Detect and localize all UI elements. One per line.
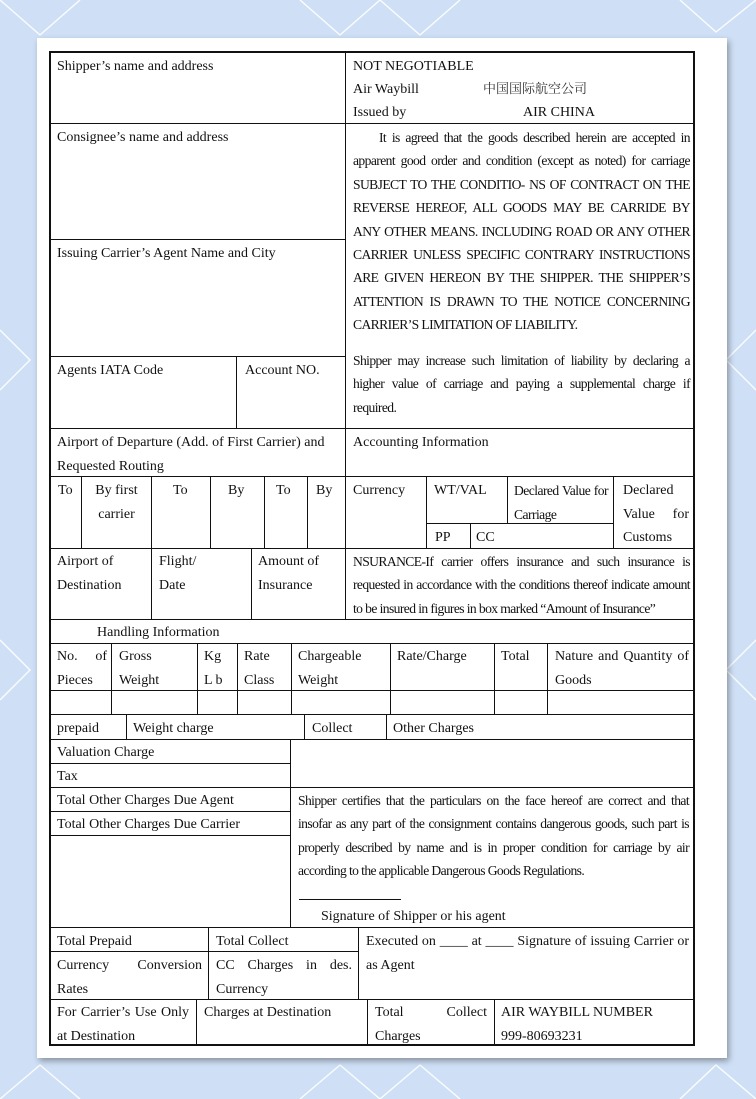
rule [290, 739, 291, 927]
routing-by-3: By [316, 483, 333, 498]
agents-iata-label: Agents IATA Code [57, 363, 164, 378]
rule [386, 714, 387, 739]
rule [345, 53, 346, 619]
rule [210, 476, 211, 548]
airport-departure-label: Airport of Departure (Add. of First Carrier) and Requested Routing [57, 435, 325, 474]
rule [197, 643, 198, 714]
rule [151, 476, 152, 548]
total-prepaid-label: Total Prepaid [57, 934, 132, 949]
carrier-name: AIR CHINA [523, 105, 595, 120]
account-no-label: Account NO. [245, 363, 320, 378]
airport-destination-label: Airport of Destination [57, 554, 122, 593]
awb-number-label: AIR WAYBILL NUMBER [501, 1005, 653, 1020]
currency-conversion-label: Currency Conversion Rates [57, 958, 202, 997]
flight-date-label: Flight/ Date [159, 554, 197, 593]
col-no-pieces: No. of Pieces [57, 649, 107, 688]
rule [237, 643, 238, 714]
awb-number: 999-80693231 [501, 1029, 583, 1044]
valuation-charge-label: Valuation Charge [57, 745, 155, 760]
total-collect-charges-label: Total Collect Charges [375, 1005, 487, 1044]
currency-label: Currency [353, 483, 406, 498]
executed-on-text: Executed on ____ at ____ Signature of issuing Carrier or as Agent [366, 934, 689, 973]
conditions-of-contract-text: It is agreed that the goods described herein are accepted in apparent good order and condition (except as noted) for carriage SUBJECT TO THE CONDITIO- NS OF CONTRACT ON THE REVERSE HEREOF, ALL GOODS MAY BE CARRIDE BY ANY OTHER MEANS. INCLUDING ROAD OR ANY OTHER CARRIER UNLESS SPECIFIC CONTRARY INSTRUCTIONS ARE GIVEN HEREON BY THE SHIPPER. THE SHIPPER’S ATTENTION IS DRAWN TO THE NOTICE CONCERNING CARRIER’S LIMITATION OF LIABILITY. [353, 130, 690, 333]
col-rate-class: Rate Class [244, 649, 275, 688]
routing-to-2: To [173, 483, 188, 498]
rule [251, 548, 252, 619]
rule [307, 476, 308, 548]
rule [126, 714, 127, 739]
rule [358, 927, 359, 999]
rule [470, 523, 471, 548]
rule [51, 428, 695, 429]
carrier-name-chinese: 中国国际航空公司 [483, 82, 588, 97]
not-negotiable: NOT NEGOTIABLE [353, 59, 474, 74]
rule [51, 787, 695, 788]
total-collect-label: Total Collect [216, 934, 289, 949]
tax-label: Tax [57, 769, 78, 784]
rule [264, 476, 265, 548]
rule [51, 356, 346, 357]
rule [51, 714, 695, 715]
rule [494, 999, 495, 1046]
col-kg-lb: Kg L b [204, 649, 223, 688]
declared-value-customs: Declared Value for Customs [623, 483, 689, 545]
pp-label: PP [435, 530, 451, 545]
liability-text: Shipper may increase such limitation of liability by declaring a higher value of carriage and paying a supplemental charge if required. [353, 353, 690, 415]
consignee-label: Consignee’s name and address [57, 130, 229, 145]
cc-label: CC [476, 530, 495, 545]
col-nature-goods: Nature and Quantity of Goods [555, 649, 689, 688]
handling-info-label: Handling Information [97, 625, 220, 640]
collect-label: Collect [312, 721, 353, 736]
col-rate-charge: Rate/Charge [397, 649, 467, 664]
rule [111, 643, 112, 714]
routing-by-2: By [228, 483, 245, 498]
signature-shipper-label: Signature of Shipper or his agent [321, 909, 506, 924]
accounting-info-label: Accounting Information [353, 435, 489, 450]
issued-by-label: Issued by [353, 105, 407, 120]
routing-to-3: To [276, 483, 291, 498]
weight-charge-label: Weight charge [133, 721, 214, 736]
total-other-carrier-label: Total Other Charges Due Carrier [57, 817, 241, 832]
col-gross-weight: Gross Weight [119, 649, 160, 688]
col-chargeable-weight: Chargeable Weight [298, 649, 362, 688]
prepaid-label: prepaid [57, 721, 99, 736]
rule [51, 548, 695, 549]
rule [151, 548, 152, 619]
total-other-agent-label: Total Other Charges Due Agent [57, 793, 234, 808]
rule [291, 643, 292, 714]
declared-value-carriage: Declared Value for Carriage [514, 483, 608, 522]
insurance-text: NSURANCE-If carrier offers insurance and such insurance is requested in accordance with the conditions thereof indicate amount to be insured in figures in box marked “Amount of Insurance” [353, 554, 690, 616]
rule [613, 476, 614, 548]
rule [367, 999, 368, 1046]
col-total: Total [501, 649, 530, 664]
rule [547, 643, 548, 714]
rule [196, 999, 197, 1046]
rule [208, 927, 209, 999]
cc-charges-label: CC Charges in des. Currency [216, 958, 352, 997]
other-charges-label: Other Charges [393, 721, 474, 736]
air-waybill-form [49, 51, 695, 1046]
rule [51, 239, 346, 240]
rule [236, 356, 237, 428]
air-waybill-title: Air Waybill [353, 82, 419, 97]
rule [507, 476, 508, 523]
amount-insurance-label: Amount of Insurance [258, 554, 320, 593]
rule [426, 476, 427, 548]
shipper-certification-text: Shipper certifies that the particulars on the face hereof are correct and that insofar as any part of the consignment contains dangerous goods, such part is properly described by name and is in proper condition for carriage by air according to the applicable Dangerous Goods Regulations. [298, 793, 689, 879]
rule [304, 714, 305, 739]
issuing-agent-label: Issuing Carrier’s Agent Name and City [57, 246, 276, 261]
wt-val-label: WT/VAL [434, 483, 487, 498]
signature-line [299, 899, 401, 900]
charges-destination-label: Charges at Destination [204, 1005, 332, 1020]
routing-to-1: To [58, 483, 73, 498]
air-waybill-sheet [37, 38, 727, 1058]
shipper-label: Shipper’s name and address [57, 59, 214, 74]
rule [390, 643, 391, 714]
rule [494, 643, 495, 714]
routing-by-first-carrier: By first carrier [95, 483, 138, 522]
carrier-use-label: For Carrier’s Use Only at Destination [57, 1005, 189, 1044]
